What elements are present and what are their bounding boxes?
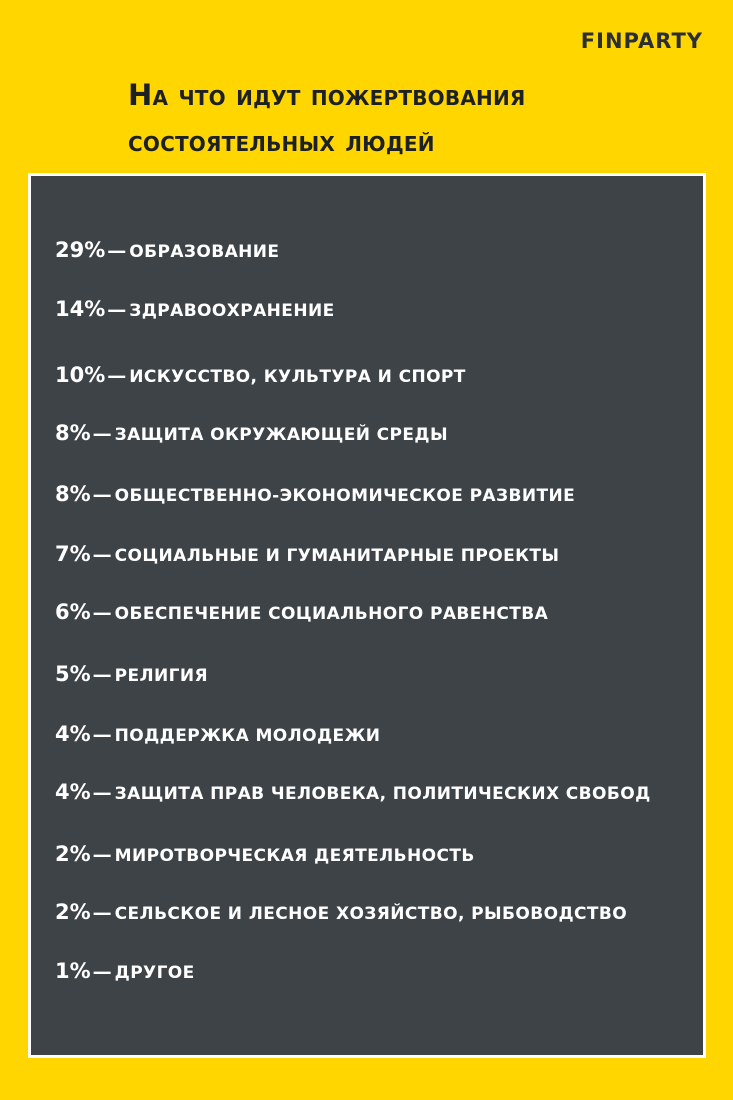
item-percent: 29% xyxy=(55,238,106,262)
item-dash: — xyxy=(107,240,127,262)
item-label: ПОДДЕРЖКА МОЛОДЕЖИ xyxy=(114,726,381,746)
list-item xyxy=(55,599,548,627)
item-percent: 2% xyxy=(55,842,91,866)
item-percent: 2% xyxy=(55,900,91,924)
item-dash: — xyxy=(92,724,112,746)
item-dash: — xyxy=(92,664,112,686)
list-item xyxy=(55,841,475,869)
title-line-2: состоятельных людей xyxy=(128,124,435,158)
item-label: МИРОТВОРЧЕСКАЯ ДЕЯТЕЛЬНОСТЬ xyxy=(114,846,475,866)
item-dash: — xyxy=(92,602,112,624)
item-percent: 8% xyxy=(55,421,91,445)
list-item xyxy=(55,661,208,689)
list-item xyxy=(55,237,279,265)
item-percent: 7% xyxy=(55,542,91,566)
item-dash: — xyxy=(92,544,112,566)
list-item xyxy=(55,481,575,509)
item-dash: — xyxy=(92,423,112,445)
item-label: ОБЩЕСТВЕННО-ЭКОНОМИЧЕСКОЕ РАЗВИТИЕ xyxy=(114,486,576,506)
item-label: СЕЛЬСКОЕ И ЛЕСНОЕ ХОЗЯЙСТВО, РЫБОВОДСТВО xyxy=(114,904,628,924)
item-label: РЕЛИГИЯ xyxy=(114,666,209,686)
item-percent: 1% xyxy=(55,959,91,983)
item-dash: — xyxy=(107,365,127,387)
list-item xyxy=(55,296,335,324)
item-dash: — xyxy=(92,484,112,506)
item-percent: 8% xyxy=(55,482,91,506)
item-percent: 6% xyxy=(55,600,91,624)
page-title xyxy=(128,72,688,164)
item-percent: 4% xyxy=(55,722,91,746)
item-dash: — xyxy=(92,961,112,983)
item-dash: — xyxy=(92,844,112,866)
brand-logo: FINPARTY xyxy=(580,29,703,53)
item-label: ЗДРАВООХРАНЕНИЕ xyxy=(129,301,335,321)
item-percent: 4% xyxy=(55,780,91,804)
item-dash: — xyxy=(107,299,127,321)
item-label: ОБРАЗОВАНИЕ xyxy=(129,242,280,262)
item-percent: 5% xyxy=(55,662,91,686)
list-item xyxy=(55,721,380,749)
item-percent: 14% xyxy=(55,297,106,321)
item-percent: 10% xyxy=(55,363,106,387)
item-dash: — xyxy=(92,902,112,924)
list-item xyxy=(55,958,195,986)
item-label: ЗАЩИТА ОКРУЖАЮЩЕЙ СРЕДЫ xyxy=(114,425,448,445)
item-dash: — xyxy=(92,782,112,804)
list-item xyxy=(55,362,466,390)
list-item xyxy=(55,420,448,448)
item-label: ЗАЩИТА ПРАВ ЧЕЛОВЕКА, ПОЛИТИЧЕСКИХ СВОБОД xyxy=(114,784,651,804)
item-label: ИСКУССТВО, КУЛЬТУРА И СПОРТ xyxy=(129,367,466,387)
title-line-1: На что идут пожертвования xyxy=(128,78,526,112)
list-item xyxy=(55,541,559,569)
list-item xyxy=(55,899,627,927)
donations-panel xyxy=(28,173,706,1058)
list-item xyxy=(55,779,651,807)
item-label: ДРУГОЕ xyxy=(114,963,195,983)
item-label: СОЦИАЛЬНЫЕ И ГУМАНИТАРНЫЕ ПРОЕКТЫ xyxy=(114,546,560,566)
item-label: ОБЕСПЕЧЕНИЕ СОЦИАЛЬНОГО РАВЕНСТВА xyxy=(114,604,549,624)
